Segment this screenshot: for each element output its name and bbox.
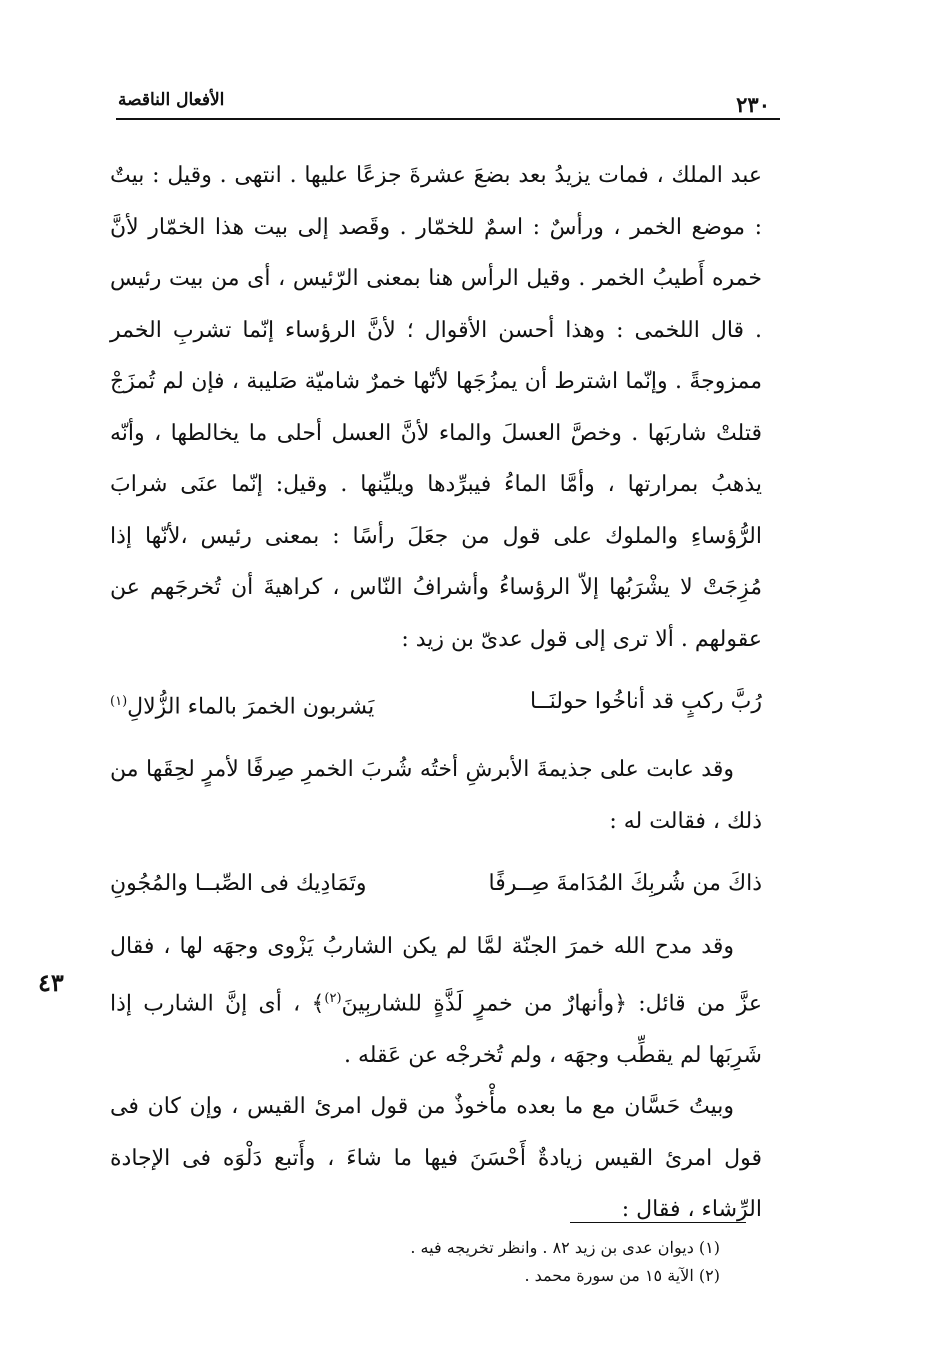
footnote-1: (١) ديوان عدى بن زيد ٨٢ . وانظر تخريجه فيه .	[410, 1238, 720, 1257]
verse-1-second-text: يَشربون الخمرَ بالماء الزُّلالِ	[127, 694, 375, 720]
page-header	[116, 88, 780, 120]
footnote-ref-1: (١)	[110, 694, 128, 709]
verse-1	[110, 677, 762, 732]
paragraph-4: وبيتُ حَسَّان مع ما بعده مأْخوذٌ من قول امرئ القيس ، وإن كان فى قول امرئ القيس زيادةٌ أَحْسَنَ فيها ما شاءَ ، وأَتبع دَلْوَه فى الإجادة الرِّشاء ، فقال :	[110, 1094, 762, 1223]
verse-1-first-hemistich: رُبَّ ركبٍ قد أناخُوا حولنَــا	[530, 689, 762, 714]
page-number: ٢٣٠	[736, 92, 770, 117]
verse-2-first-hemistich: ذاكَ من شُربِكَ المُدَامةَ صِــرفًا	[488, 871, 762, 897]
body-text	[110, 150, 762, 1236]
footnote-ref-2: (٢)	[324, 990, 342, 1006]
verse-2-second-hemistich: وتَمَادِيك فى الصِّبــا والمُجُونِ	[110, 871, 367, 897]
footnote-divider	[570, 1222, 746, 1223]
footnotes	[300, 1234, 720, 1290]
paragraph-1: عبد الملك ، فمات يزيدُ بعد بضعَ عشرةَ جزعًا عليها . انتهى . وقيل : بيتٌ : موضع الخمر ، ورأسٌ : اسمٌ للخمّار . وقَصد إلى بيت هذا الخمّار لأنَّ خمره أَطيبُ الخمر . وقيل الرأس هنا بمعنى الرّئيس ، أى من بيت رئيس . قال اللخمى : وهذا أحسن الأقوال ؛ لأنَّ الرؤساء إنّما تشربِ الخمر ممزوجةً . وإنّما اشترط أن يمزُجَها لأنّها خمرٌ شاميّة صَليبة ، فإن لم تُمزَجْ قتلتْ شاربَها . وخصَّ العسلَ والماء لأنَّ العسل أحلى ما يخالطها ، وأنّه يذهبُ بمرارتها ، وأمَّا الماءُ فيبرِّدها ويليِّنها . وقيل: إنّما عنَى شرابَ الرُّؤساءِ والملوك على قول من جعَلَ رأسًا : بمعنى رئيس ،لأنّها إذا مُزِجَتْ لا يشْرَبُها إلاّ الرؤساءُ وأشرافُ النّاس ، كراهيةَ أن تُخرجَهم عن عقولهم . ألا ترى إلى قول عدىّ بن زيد :	[110, 163, 762, 652]
footnote-2: (٢) الآية ١٥ من سورة محمد .	[524, 1266, 720, 1285]
paragraph-3-text-b: ﴾ ، أى إنَّ الشارب إذا شَرِبَها لم يقطِّب وجهَه ، ولم تُخرجْه عن عَقله .	[110, 991, 762, 1068]
paragraph-3-text-a: وقد مدح الله خمرَ الجنّة لمَّا لم يكن الشاربُ يَزْوى وجهَه لها ، فقال عزَّ من قائل: ﴿وأنهارٌ من خمرٍ لَذَّةٍ للشاربِينَ	[110, 934, 762, 1017]
paragraph-3	[110, 921, 762, 1081]
margin-number: ٤٣	[38, 968, 64, 997]
verse-1-second-hemistich	[110, 677, 374, 732]
paragraph-2: وقد عابت على جذيمةَ الأبرشِ أختُه شُربَ الخمرِ صِرفًا لأمرٍ لحِقَها من ذلك ، فقالت له :	[110, 757, 762, 834]
verse-2	[110, 859, 762, 909]
running-title: الأفعال الناقصة	[118, 90, 225, 110]
